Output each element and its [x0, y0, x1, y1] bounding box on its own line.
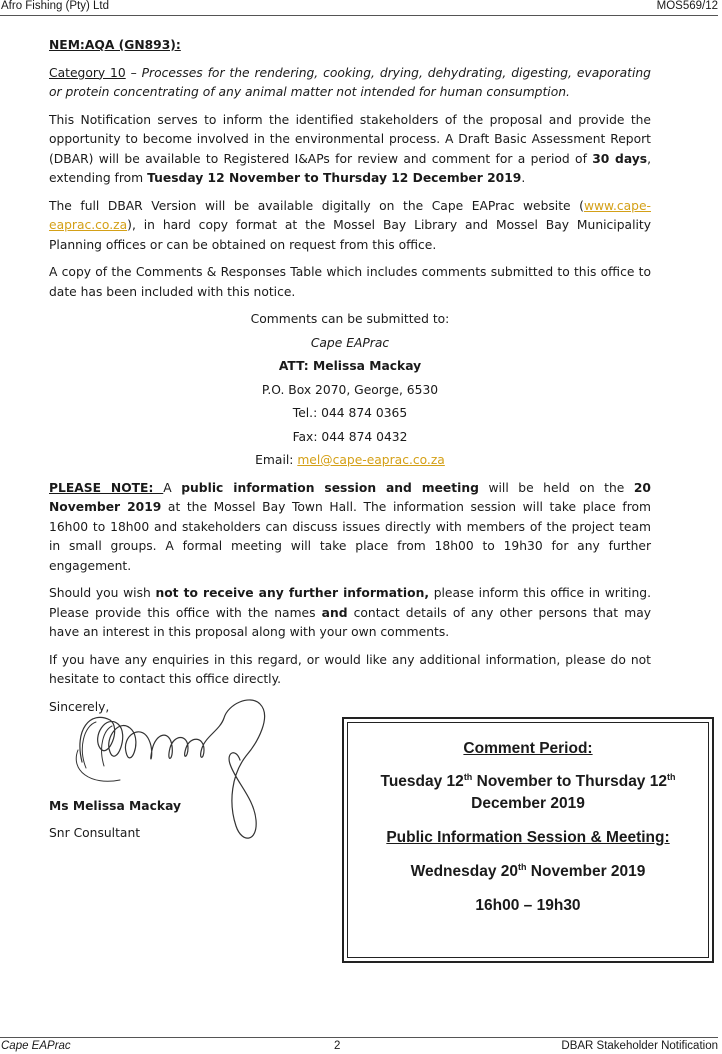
session-date: Wednesday 20th November 2019: [410, 861, 646, 880]
header-rule: [0, 15, 718, 16]
signatory-name: Ms Melissa Mackay: [49, 799, 181, 813]
comment-period-end: December 2019: [471, 795, 585, 812]
letter-body: [49, 36, 651, 725]
page-footer: [0, 1040, 722, 1054]
footer-document-title: DBAR Stakeholder Notification: [561, 1040, 718, 1052]
session-title: Public Information Session & Meeting:: [386, 829, 670, 846]
summary-box: [342, 717, 714, 963]
footer-rule: [0, 1037, 718, 1038]
header-reference: MOS569/12: [656, 0, 718, 12]
session-time: 16h00 – 19h30: [475, 897, 581, 914]
please-note-paragraph: PLEASE NOTE: A public information session and meeting will be held on the 20 November 2019 at the Mossel Bay Town Hall. The information session will take place from 16h00 to 18h00 and stakeholders can discuss issues directly with members of the project team in small groups. A formal meeting will take place from 18h00 to 19h30 for any further engagement.: [49, 480, 651, 573]
po-box: P.O. Box 2070, George, 6530: [261, 382, 439, 397]
org-name: Cape EAPrac: [310, 335, 390, 350]
category-paragraph: Category 10 – Processes for the rendering, cooking, drying, dehydrating, digesting, evaporating or protein concentrating of any animal matter not intended for human consumption.: [49, 65, 651, 99]
notification-paragraph: This Notification serves to inform the identified stakeholders of the proposal and provide the opportunity to become involved in the environmental process. A Draft Basic Assessment Report (DBAR) will be available to Registered I&APs for review and comment for a period of 30 days, extending from Tuesday 12 November to Thursday 12 December 2019.: [49, 112, 651, 185]
telephone: Tel.: 044 874 0365: [292, 406, 408, 420]
page-number: 2: [334, 1040, 341, 1052]
submit-to: Comments can be submitted to:: [250, 312, 450, 326]
header-company: Afro Fishing (Pty) Ltd: [1, 0, 110, 12]
email-line: Email: mel@cape-eaprac.co.za: [255, 453, 445, 467]
opt-out-paragraph: Should you wish not to receive any further information, please inform this office in writing. Please provide this office with the names and contact details of any other persons that may have an interest in this proposal along with your own comments.: [49, 586, 652, 639]
enquiries-paragraph: If you have any enquiries in this regard, or would like any additional information, please do not hesitate to contact this office directly.: [49, 652, 651, 686]
comment-period-dates: Tuesday 12th November to Thursday 12th: [380, 771, 676, 790]
comments-table-paragraph: A copy of the Comments & Responses Table which includes comments submitted to this office to date has been included with this notice.: [49, 265, 651, 299]
email-link[interactable]: mel@cape-eaprac.co.za: [297, 453, 445, 467]
page-header: [0, 0, 722, 15]
heading: NEM:AQA (GN893):: [49, 38, 181, 52]
fax: Fax: 044 874 0432: [292, 429, 408, 444]
summary-box-inner: [347, 722, 709, 958]
signatory-title: Snr Consultant: [49, 826, 141, 840]
comment-period-title: Comment Period:: [463, 740, 593, 757]
footer-company: Cape EAPrac: [1, 1040, 71, 1052]
attention: ATT: Melissa Mackay: [278, 359, 422, 373]
availability-paragraph: The full DBAR Version will be available digitally on the Cape EAPrac website (www.cape-eaprac.co.za), in hard copy format at the Mossel Bay Library and Mossel Bay Municipality Planning offices or can be obtained on request from this office.: [49, 198, 651, 252]
closing: Sincerely,: [49, 699, 110, 714]
website-link[interactable]: www.cape-eaprac.co.za: [49, 198, 651, 232]
